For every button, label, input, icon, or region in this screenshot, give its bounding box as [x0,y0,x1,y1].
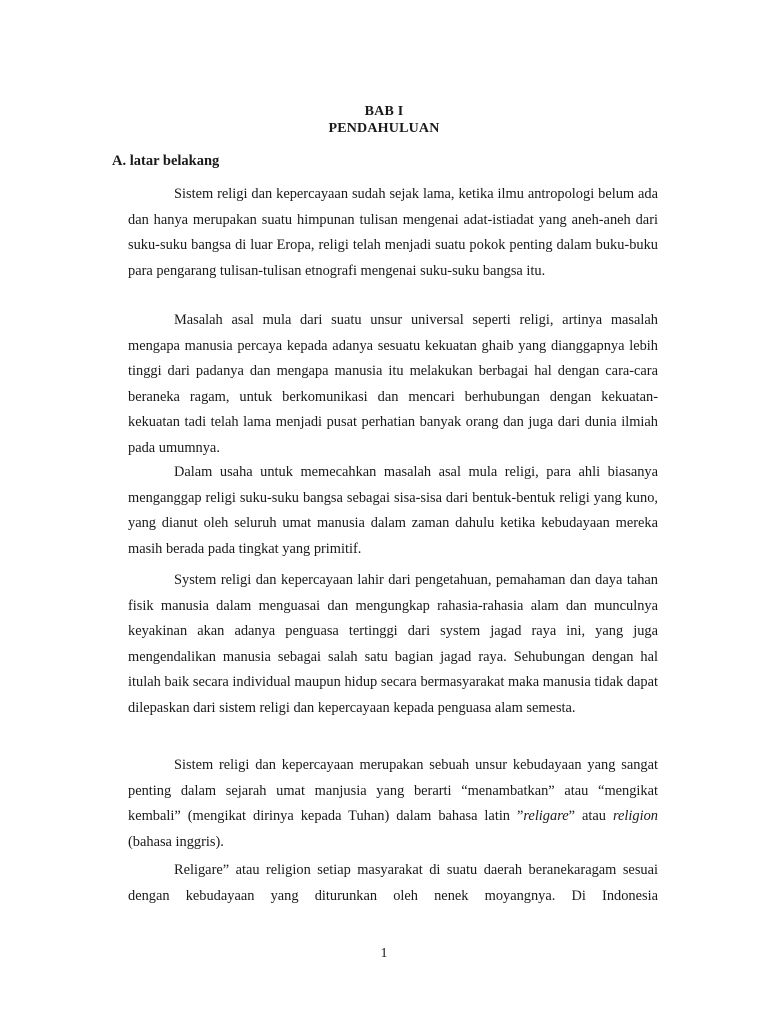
paragraph: Dalam usaha untuk memecahkan masalah asal mula religi, para ahli biasanya menganggap religi suku-suku bangsa sebagai sisa-sisa dari bentuk-bentuk religi yang kuno, yang dianut oleh seluruh umat manusia dalam zaman dahulu ketika kebudayaan mereka masih berada pada tingkat yang primitif. [128,464,658,557]
italic-term: religion [612,808,658,824]
paragraph: Sistem religi dan kepercayaan sudah sejak lama, ketika ilmu antropologi belum ada dan hanya merupakan suatu himpunan tulisan mengenai adat-istiadat yang aneh-aneh dari suku-suku bangsa di luar Eropa, religi telah menjadi suatu pokok penting dalam buku-buku para pengarang tulisan-tulisan etnografi mengenai suku-suku bangsa itu. [128,186,658,279]
paragraph-text: (bahasa inggris). [128,833,224,850]
paragraph-text: ” atau [568,808,613,824]
paragraph-text: Sistem religi dan kepercayaan merupakan sebuah unsur kebudayaan yang sangat penting dalam sejarah umat manjusia yang berarti “menambatkan” atau “mengikat kembali” (mengikat dirinya kepada Tuhan) dalam bahasa latin ” [128,757,658,824]
page-number: 1 [380,946,388,961]
italic-term: religare [523,808,569,824]
chapter-title: PENDAHULUAN [328,121,440,136]
paragraph: System religi dan kepercayaan lahir dari pengetahuan, pemahaman dan daya tahan fisik manusia dalam menguasai dan mengungkap rahasia-rahasia alam dan munculnya keyakinan akan adanya penguasa tertinggi dari system jagad raya ini, yang juga mengendalikan manusia sebagai salah satu bagian jagad raya. Sehubungan dengan hal itulah baik secara individual maupun hidup secara bermasyarakat maka manusia tidak dapat dilepaskan dari sistem religi dan kepercayaan kepada penguasa alam semesta. [128,572,658,716]
chapter-label: BAB I [364,104,404,119]
paragraph: Religare” atau religion setiap masyarakat di suatu daerah beranekaragam sesuai dengan kebudayaan yang diturunkan oleh nenek moyangnya. Di Indonesia [128,862,658,904]
paragraph [128,753,658,855]
paragraph: Masalah asal mula dari suatu unsur universal seperti religi, artinya masalah mengapa manusia percaya kepada adanya sesuatu kekuatan ghaib yang dianggapnya lebih tinggi dari padanya dan mengapa manusia itu melakukan berbagai hal dengan cara-cara beraneka ragam, untuk berkomunikasi dan mencari berhubungan dengan kekuatan-kekuatan tadi telah lama menjadi pusat perhatian banyak orang dan juga dari dunia ilmiah pada umumnya. [128,312,658,456]
section-heading: A. latar belakang [112,153,220,169]
